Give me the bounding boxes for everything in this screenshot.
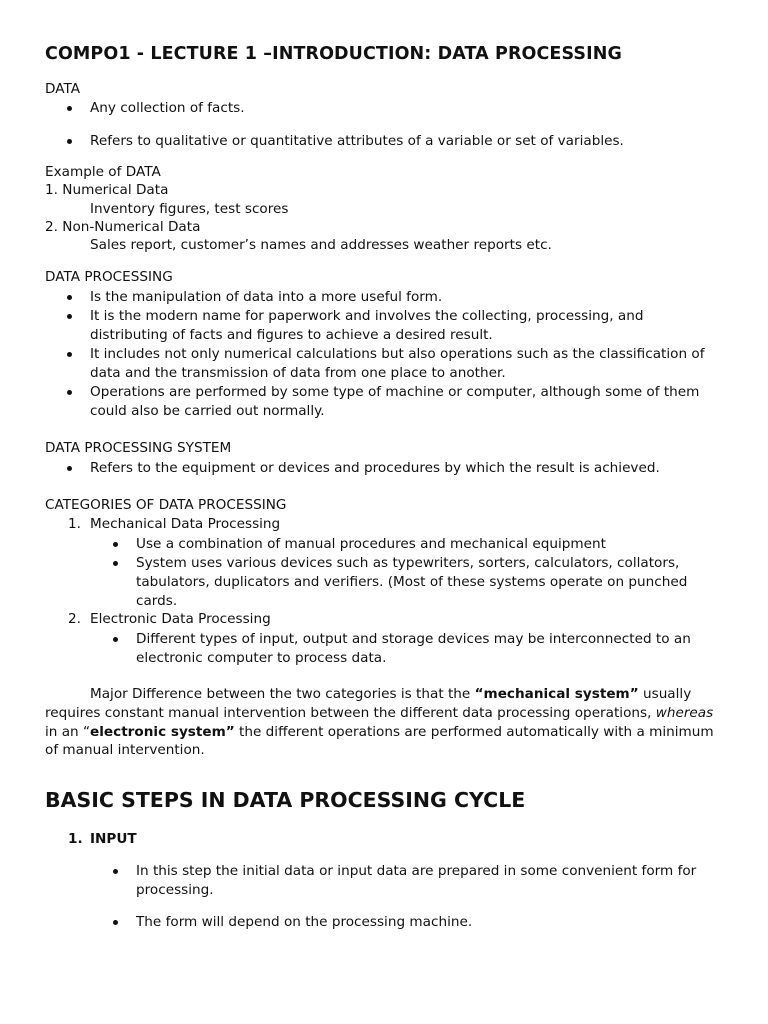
list-number: 2. — [68, 611, 81, 627]
bullet-icon — [67, 139, 72, 144]
data-bullet-1: Any collection of facts. — [90, 100, 245, 116]
bullet-icon — [113, 542, 118, 547]
dp-line: Operations are performed by some type of machine or computer, although some of them — [90, 384, 700, 400]
input-line: In this step the initial data or input data are prepared in some convenient form for — [136, 863, 697, 879]
mechanical-line: tabulators, duplicators and verifiers. (Most of these systems operate on punched — [136, 574, 688, 590]
mechanical-line: Use a combination of manual procedures and mechanical equipment — [136, 536, 606, 552]
example-heading: Example of DATA — [45, 164, 161, 180]
paragraph-line — [45, 723, 714, 742]
input-line: processing. — [136, 882, 214, 898]
mechanical-category: Mechanical Data Processing — [90, 516, 281, 532]
numerical-data-desc: Inventory figures, test scores — [90, 201, 289, 217]
text: in an “ — [45, 724, 91, 740]
dp-line: data and the transmission of data from one place to another. — [90, 365, 506, 381]
page-title: COMPO1 - LECTURE 1 –INTRODUCTION: DATA PROCESSING — [45, 44, 622, 64]
categories-heading: CATEGORIES OF DATA PROCESSING — [45, 497, 287, 513]
bullet-icon — [113, 637, 118, 642]
bullet-icon — [67, 352, 72, 357]
non-numerical-data-desc: Sales report, customer’s names and addresses weather reports etc. — [90, 237, 552, 253]
data-processing-heading: DATA PROCESSING — [45, 269, 173, 285]
dp-line: It is the modern name for paperwork and involves the collecting, processing, and — [90, 308, 644, 324]
emphasis: whereas — [655, 705, 714, 721]
bullet-icon — [113, 869, 118, 874]
dps-bullet: Refers to the equipment or devices and procedures by which the result is achieved. — [90, 460, 660, 476]
list-number: 1. — [68, 516, 81, 532]
text: the different operations are performed automatically with a minimum — [234, 724, 714, 740]
dps-heading: DATA PROCESSING SYSTEM — [45, 440, 232, 456]
text: requires constant manual intervention between the different data processing operations, — [45, 705, 656, 721]
text: Major Difference between the two categories is that the — [90, 686, 475, 702]
input-step-title: INPUT — [90, 831, 137, 847]
dp-line: Is the manipulation of data into a more useful form. — [90, 289, 443, 305]
emphasis: electronic system” — [90, 724, 235, 740]
list-number: 1. — [68, 831, 83, 847]
dp-line: distributing of facts and figures to achieve a desired result. — [90, 327, 493, 343]
dp-line: could also be carried out normally. — [90, 403, 325, 419]
bullet-icon — [113, 920, 118, 925]
bullet-icon — [113, 561, 118, 566]
text: usually — [638, 686, 692, 702]
cycle-heading: BASIC STEPS IN DATA PROCESSING CYCLE — [45, 788, 526, 812]
emphasis: “mechanical system” — [474, 686, 639, 702]
bullet-icon — [67, 295, 72, 300]
data-heading: DATA — [45, 81, 81, 97]
dp-line: It includes not only numerical calculations but also operations such as the classification of — [90, 346, 705, 362]
data-bullet-2: Refers to qualitative or quantitative attributes of a variable or set of variables. — [90, 133, 624, 149]
bullet-icon — [67, 106, 72, 111]
electronic-category: Electronic Data Processing — [90, 611, 271, 627]
numerical-data-title: 1. Numerical Data — [45, 182, 169, 198]
bullet-icon — [67, 466, 72, 471]
input-line: The form will depend on the processing machine. — [136, 914, 473, 930]
bullet-icon — [67, 390, 72, 395]
electronic-line: Different types of input, output and storage devices may be interconnected to an — [136, 631, 691, 647]
mechanical-line: System uses various devices such as typewriters, sorters, calculators, collators, — [136, 555, 680, 571]
mechanical-line: cards. — [136, 593, 178, 609]
electronic-line: electronic computer to process data. — [136, 650, 387, 666]
paragraph-line — [45, 704, 713, 723]
non-numerical-data-title: 2. Non-Numerical Data — [45, 219, 201, 235]
bullet-icon — [67, 314, 72, 319]
paragraph-line: of manual intervention. — [45, 742, 205, 758]
paragraph-line — [90, 685, 691, 704]
